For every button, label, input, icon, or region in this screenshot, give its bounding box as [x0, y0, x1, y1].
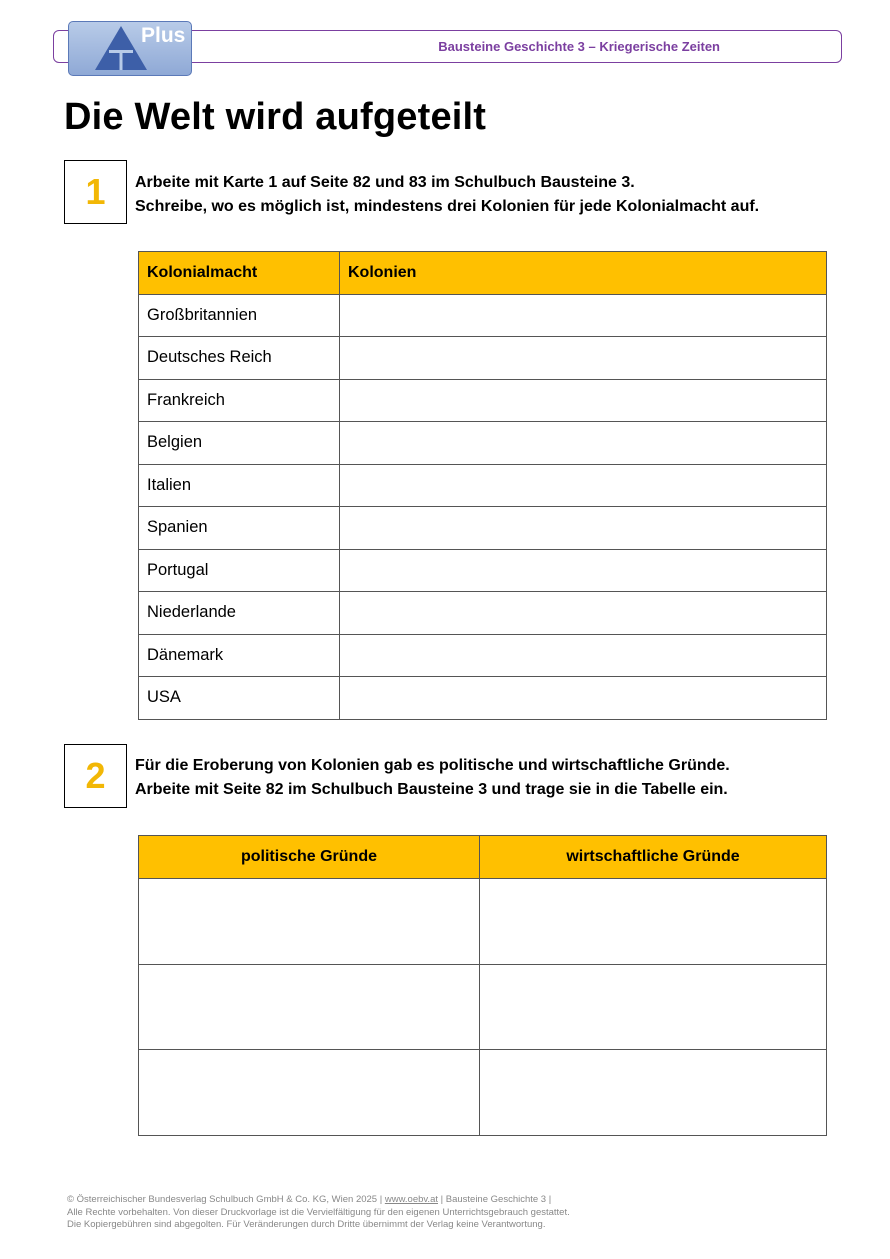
table-row — [139, 422, 827, 465]
table-row — [139, 549, 827, 592]
political-reason-cell[interactable] — [139, 879, 480, 965]
political-reason-cell[interactable] — [139, 1050, 480, 1136]
colonial-power-cell: Portugal — [139, 549, 340, 592]
economic-reason-cell[interactable] — [480, 879, 827, 965]
colonies-answer-cell[interactable] — [340, 337, 827, 380]
header-political-reasons: politische Gründe — [139, 836, 480, 879]
colonial-power-cell: Dänemark — [139, 634, 340, 677]
colonies-answer-cell[interactable] — [340, 422, 827, 465]
footer-copyright: © Österreichischer Bundesverlag Schulbuch GmbH & Co. KG, Wien 2025 | — [67, 1194, 383, 1205]
colonial-power-cell: Belgien — [139, 422, 340, 465]
table-row — [139, 337, 827, 380]
publisher-link[interactable]: www.oebv.at — [384, 1194, 438, 1205]
colonies-answer-cell[interactable] — [340, 549, 827, 592]
colonial-power-cell: USA — [139, 677, 340, 720]
colonial-power-cell: Spanien — [139, 507, 340, 550]
economic-reason-cell[interactable] — [480, 1050, 827, 1136]
political-reason-cell[interactable] — [139, 964, 480, 1050]
header-title: Bausteine Geschichte 3 – Kriegerische Zeiten — [438, 39, 720, 54]
table-row — [139, 1050, 827, 1136]
page-title: Die Welt wird aufgeteilt — [64, 96, 487, 138]
footer-book: | Bausteine Geschichte 3 | — [440, 1194, 552, 1205]
colonial-power-cell: Deutsches Reich — [139, 337, 340, 380]
task-1-line-2: Schreibe, wo es möglich ist, mindestens drei Kolonien für jede Kolonialmacht auf. — [135, 198, 760, 215]
footer-line-2: Alle Rechte vorbehalten. Von dieser Druckvorlage ist die Vervielfältigung für den eigenen Unterrichtsgebrauch gestattet. — [67, 1206, 570, 1218]
task-1-line-1: Arbeite mit Karte 1 auf Seite 82 und 83 im Schulbuch Bausteine 3. — [135, 174, 635, 191]
table-row — [139, 592, 827, 635]
header-colonial-power: Kolonialmacht — [139, 252, 340, 295]
table-row — [139, 464, 827, 507]
task-2-instructions — [135, 754, 730, 802]
colonies-answer-cell[interactable] — [340, 464, 827, 507]
footer — [67, 1194, 570, 1232]
colonies-answer-cell[interactable] — [340, 634, 827, 677]
task-2-line-1: Für die Eroberung von Kolonien gab es politische und wirtschaftliche Gründe. — [135, 757, 730, 774]
logo-text: Plus — [141, 24, 186, 47]
task-1-instructions — [135, 171, 759, 219]
header-economic-reasons: wirtschaftliche Gründe — [480, 836, 827, 879]
colonies-answer-cell[interactable] — [340, 294, 827, 337]
table-header-row — [139, 836, 827, 879]
reasons-table — [138, 835, 827, 1136]
table-row — [139, 677, 827, 720]
publisher-logo — [68, 21, 192, 76]
table-row — [139, 964, 827, 1050]
task-2-line-2: Arbeite mit Seite 82 im Schulbuch Bausteine 3 und trage sie in die Tabelle ein. — [135, 781, 728, 798]
table-header-row — [139, 252, 827, 295]
header-colonies: Kolonien — [340, 252, 827, 295]
colonies-answer-cell[interactable] — [340, 379, 827, 422]
table-row — [139, 507, 827, 550]
footer-line-1 — [67, 1194, 570, 1207]
colonial-power-cell: Frankreich — [139, 379, 340, 422]
table-row — [139, 634, 827, 677]
footer-line-3: Die Kopiergebühren sind abgegolten. Für Veränderungen durch Dritte übernimmt der Verlag keine Verantwortung. — [67, 1219, 546, 1230]
table-row — [139, 294, 827, 337]
table-row — [139, 879, 827, 965]
economic-reason-cell[interactable] — [480, 964, 827, 1050]
task-number-2: 2 — [64, 744, 127, 808]
colonial-power-cell: Niederlande — [139, 592, 340, 635]
table-row — [139, 379, 827, 422]
colonies-answer-cell[interactable] — [340, 677, 827, 720]
colonial-power-cell: Großbritannien — [139, 294, 340, 337]
colonial-power-cell: Italien — [139, 464, 340, 507]
colonies-answer-cell[interactable] — [340, 592, 827, 635]
colonies-answer-cell[interactable] — [340, 507, 827, 550]
task-number-1: 1 — [64, 160, 127, 224]
colonies-table — [138, 251, 827, 720]
